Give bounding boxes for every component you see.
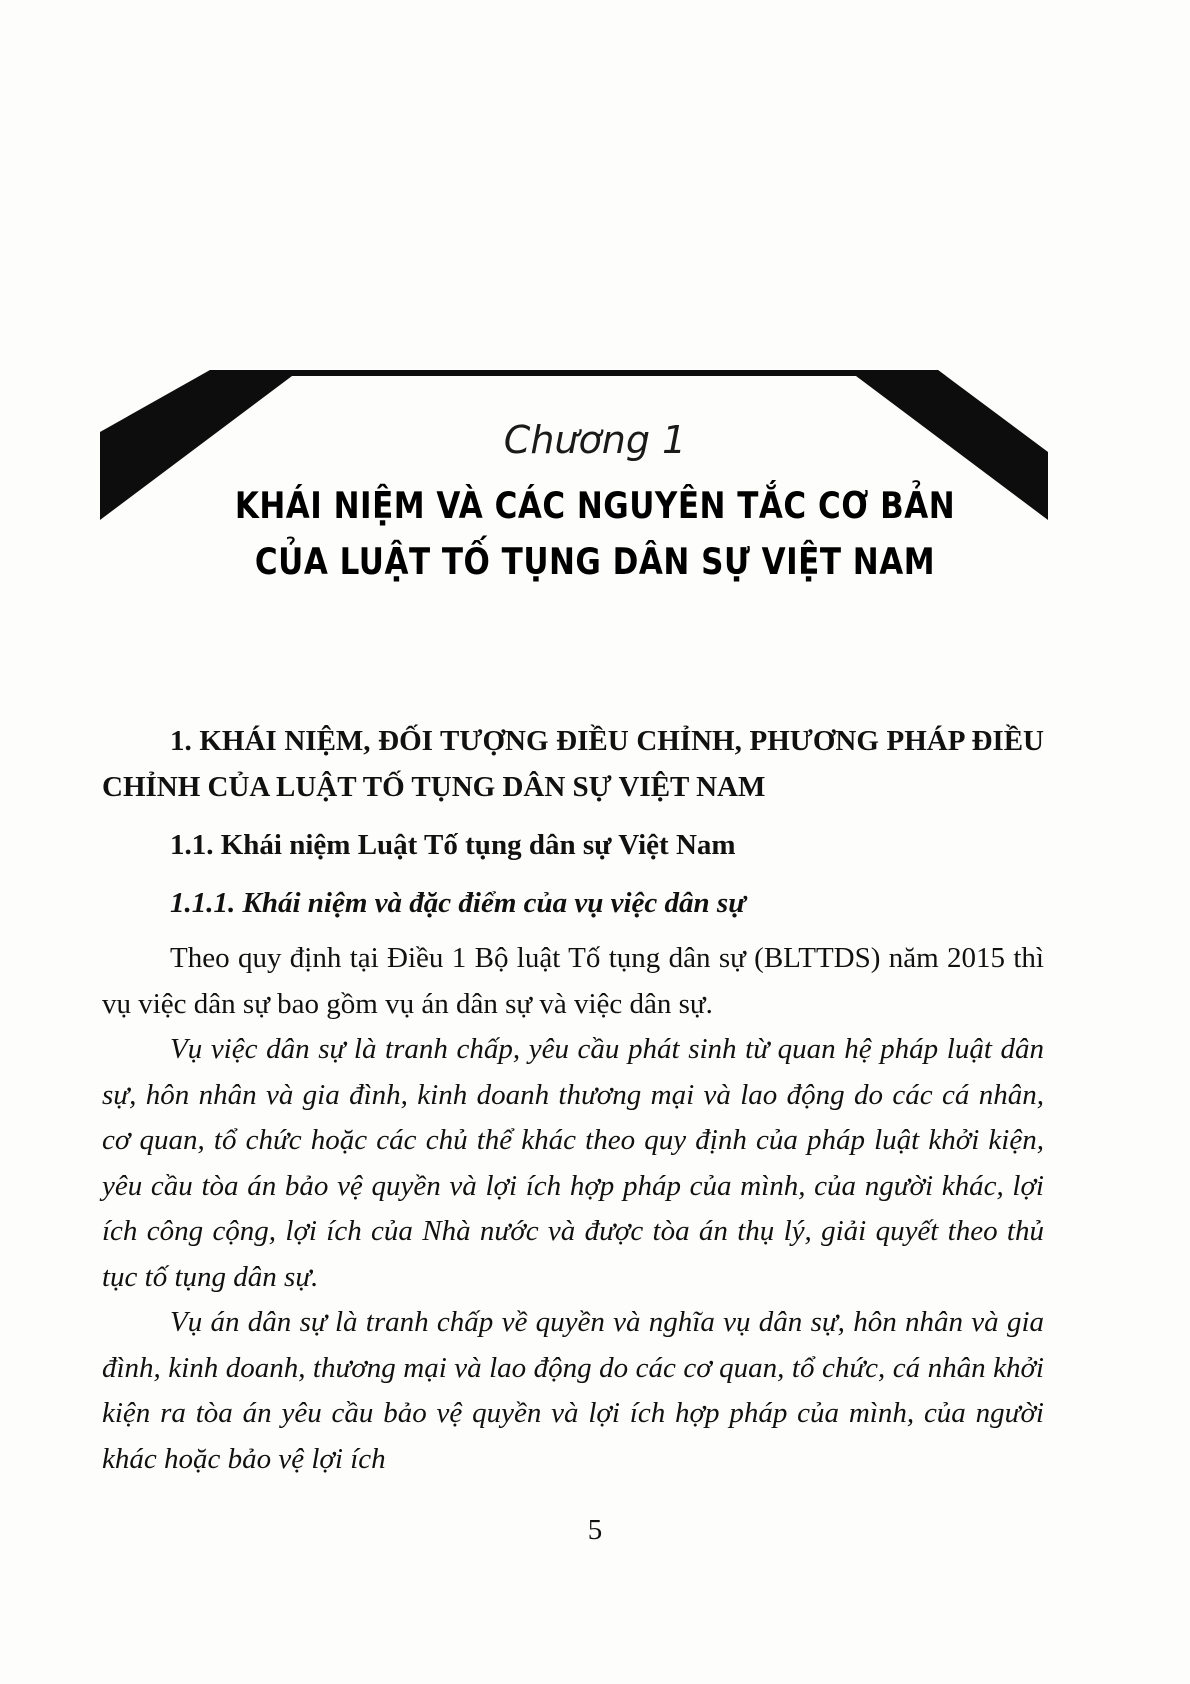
subsubsection-heading: 1.1.1. Khái niệm và đặc điểm của vụ việc dân sự (170, 887, 746, 919)
paragraph-1: Theo quy định tại Điều 1 Bộ luật Tố tụng dân sự (BLTTDS) năm 2015 thì vụ việc dân sự bao gồm vụ án dân sự và việc dân sự. (102, 942, 1044, 1020)
chapter-title-line-2: CỦA LUẬT TỐ TỤNG DÂN SỰ VIỆT NAM (254, 540, 936, 584)
paragraph-2: Vụ việc dân sự là tranh chấp, yêu cầu phát sinh từ quan hệ pháp luật dân sự, hôn nhân và gia đình, kinh doanh thương mại và lao động do các cá nhân, cơ quan, tổ chức hoặc các chủ thể khác theo quy định của pháp luật khởi kiện, yêu cầu tòa án bảo vệ quyền và lợi ích hợp pháp của mình, của người khác, lợi ích công cộng, lợi ích của Nhà nước và được tòa án thụ lý, giải quyết theo thủ tục tố tụng dân sự. (102, 1033, 1044, 1293)
chapter-title-line-1: KHÁI NIỆM VÀ CÁC NGUYÊN TẮC CƠ BẢN (234, 484, 956, 528)
body-content (102, 718, 1044, 1482)
paragraph-3: Vụ án dân sự là tranh chấp về quyền và nghĩa vụ dân sự, hôn nhân và gia đình, kinh doanh, thương mại và lao động do các cơ quan, tổ chức, cá nhân khởi kiện ra tòa án yêu cầu bảo vệ quyền và lợi ích hợp pháp của mình, của người khác hoặc bảo vệ lợi ích (102, 1306, 1044, 1475)
section-heading: 1. KHÁI NIỆM, ĐỐI TƯỢNG ĐIỀU CHỈNH, PHƯƠNG PHÁP ĐIỀU CHỈNH CỦA LUẬT TỐ TỤNG DÂN SỰ VIỆT NAM (102, 725, 1044, 803)
chapter-label: Chương 1 (503, 418, 687, 462)
page-number: 5 (587, 1514, 603, 1546)
subsection-heading: 1.1. Khái niệm Luật Tố tụng dân sự Việt Nam (170, 829, 736, 861)
